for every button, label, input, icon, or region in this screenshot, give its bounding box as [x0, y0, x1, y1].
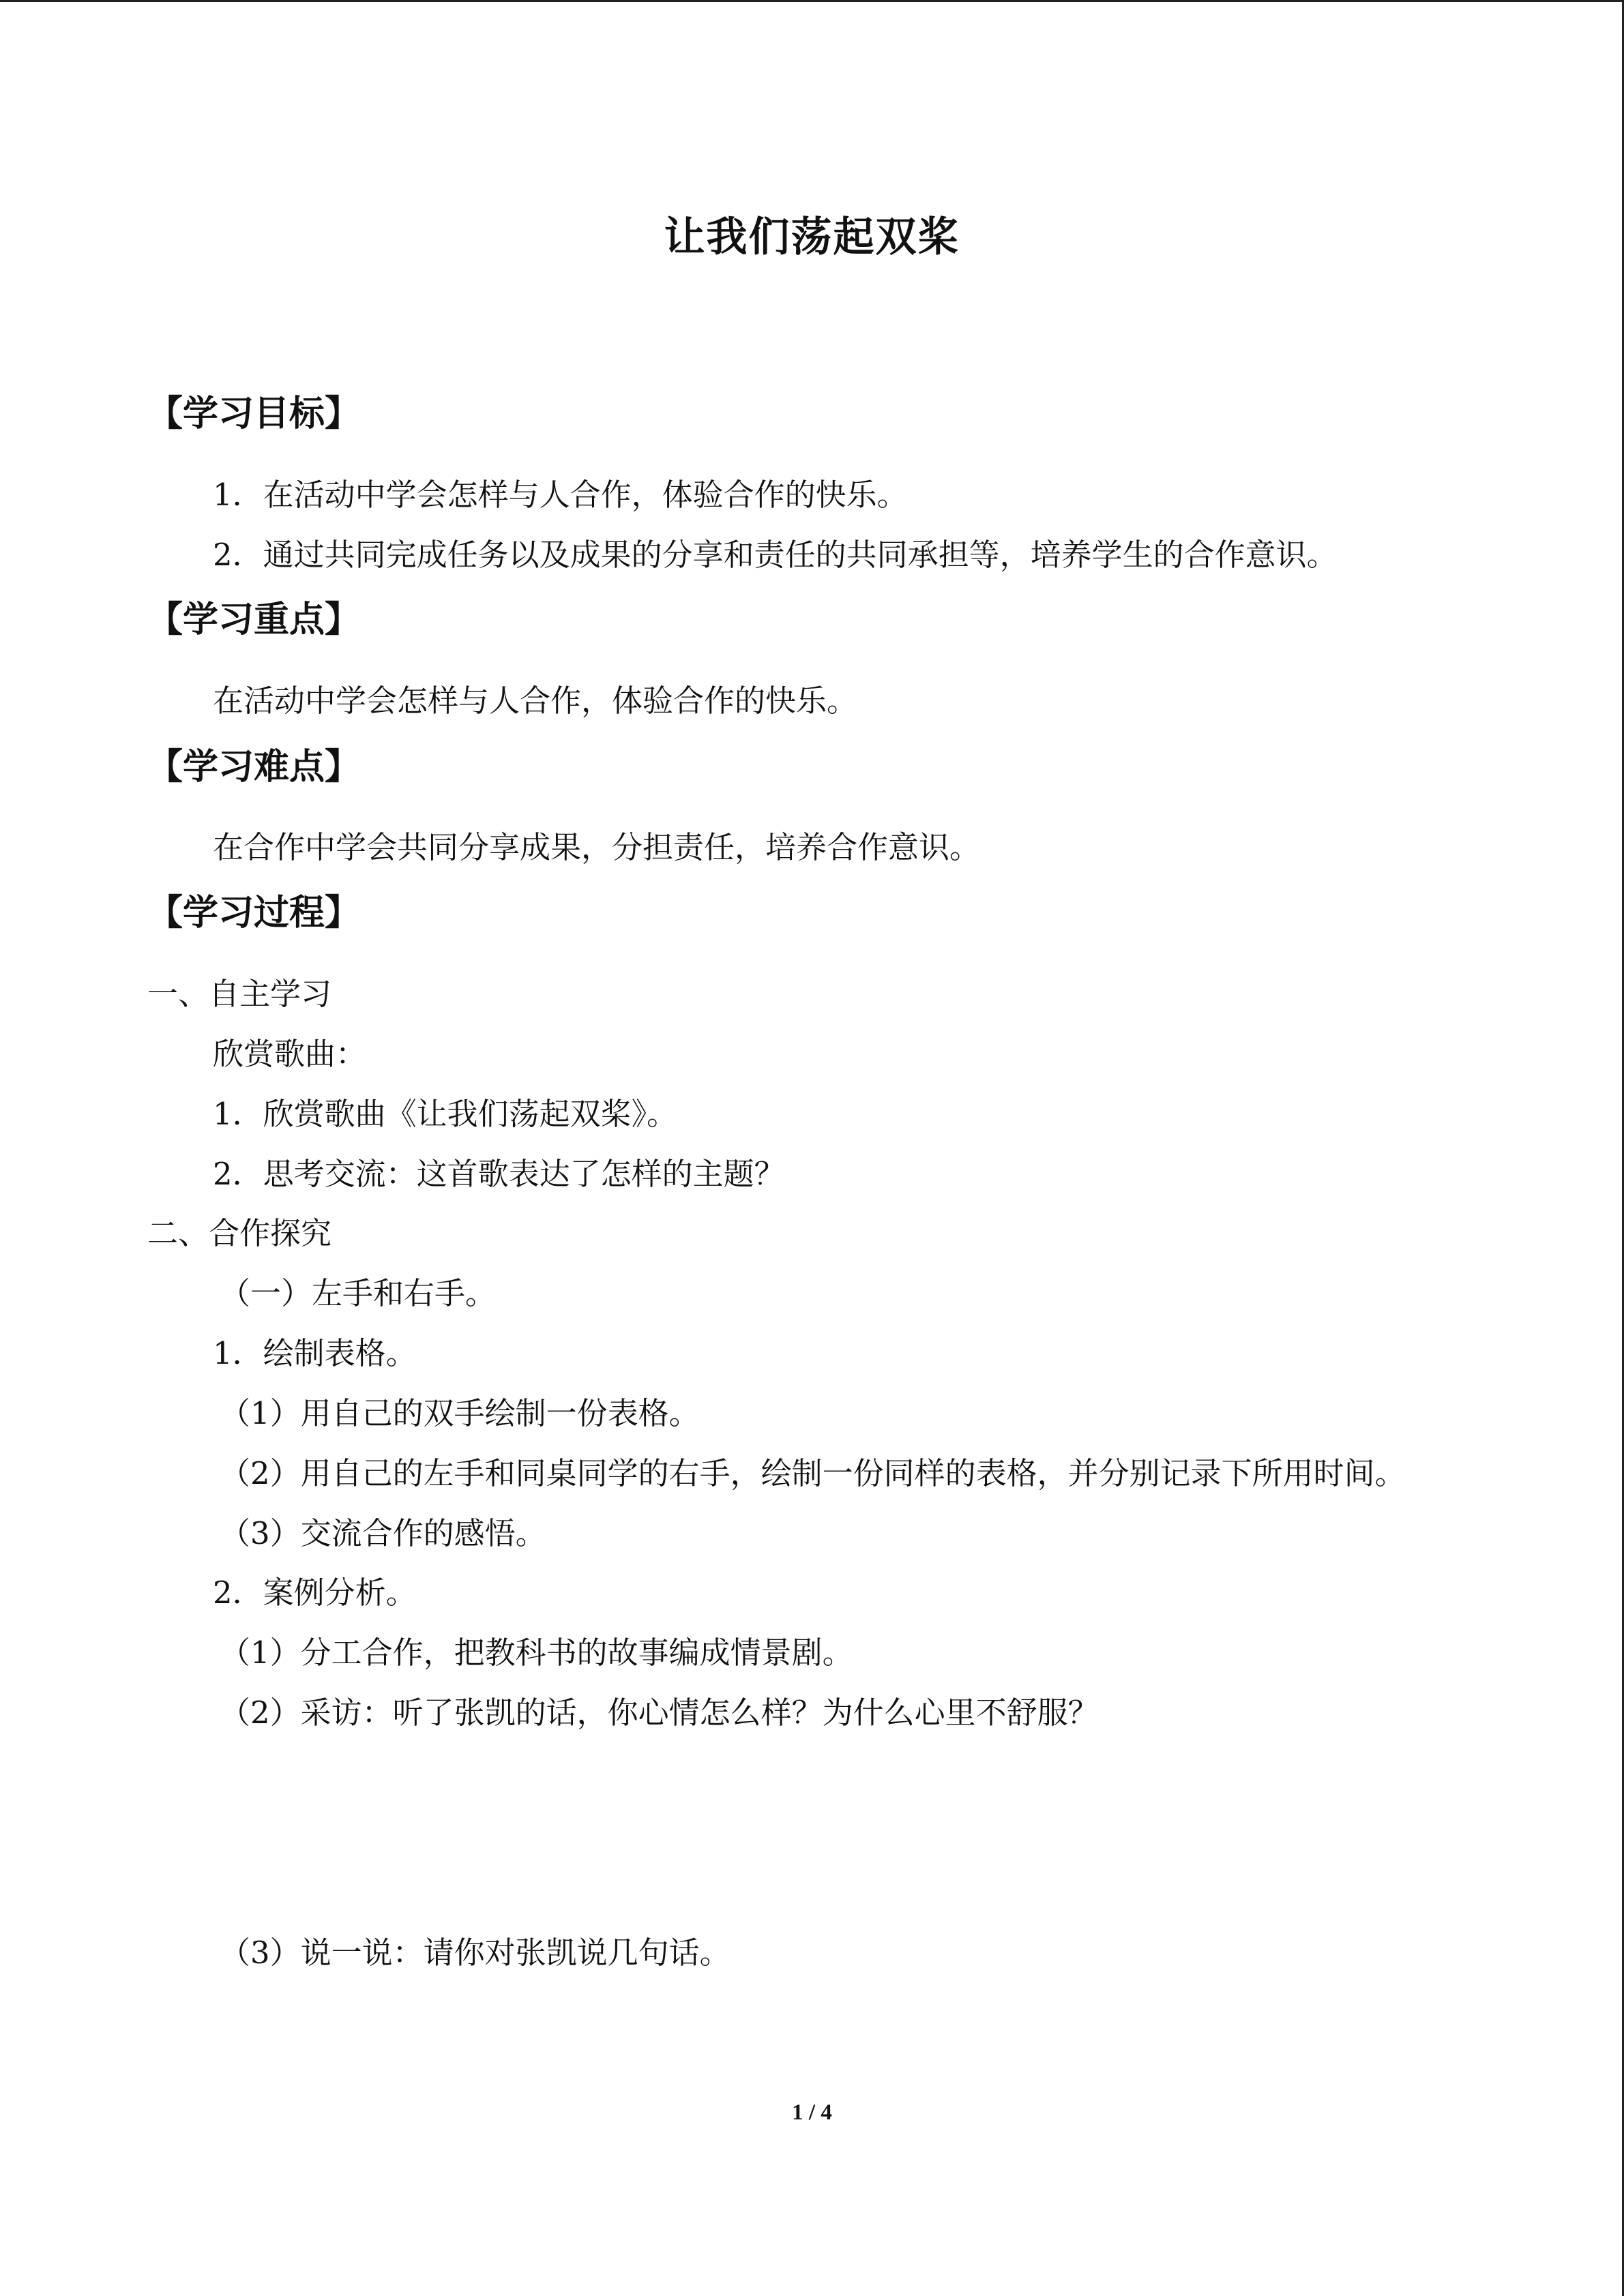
objective-item-1: 1．在活动中学会怎样与人合作，体验合作的快乐。: [213, 477, 908, 513]
page-number: 1 / 4: [792, 2100, 832, 2125]
step2-item-3: （3）说一说：请你对张凯说几句话。: [220, 1935, 730, 1971]
part2-title: 二、合作探究: [147, 1215, 332, 1251]
heading-difficulties: 【学习难点】: [147, 747, 361, 788]
difficulties-text: 在合作中学会共同分享成果，分担责任，培养合作意识。: [213, 829, 981, 865]
heading-key-points: 【学习重点】: [147, 599, 361, 640]
part2-step1: 1．绘制表格。: [213, 1335, 417, 1371]
step1-item-3: （3）交流合作的感悟。: [220, 1515, 546, 1551]
step1-item-2: （2）用自己的左手和同桌同学的右手，绘制一份同样的表格，并分别记录下所用时间。: [220, 1455, 1406, 1491]
part2-sub1: （一）左手和右手。: [220, 1275, 497, 1311]
step2-item-2: （2）采访：听了张凯的话，你心情怎么样？为什么心里不舒服？: [220, 1695, 1099, 1731]
page-border-top: [0, 0, 1624, 2]
part1-title: 一、自主学习: [147, 976, 332, 1012]
key-points-text: 在活动中学会怎样与人合作，体验合作的快乐。: [213, 683, 858, 719]
part2-step2: 2．案例分析。: [213, 1575, 417, 1611]
heading-objectives: 【学习目标】: [147, 393, 361, 434]
objective-item-2: 2．通过共同完成任务以及成果的分享和责任的共同承担等，培养学生的合作意识。: [213, 537, 1338, 573]
heading-process: 【学习过程】: [147, 893, 361, 934]
part1-item-2: 2．思考交流：这首歌表达了怎样的主题？: [213, 1156, 785, 1192]
part1-item-1: 1．欣赏歌曲《让我们荡起双桨》。: [213, 1096, 678, 1132]
part1-subtitle: 欣赏歌曲：: [213, 1036, 367, 1072]
step1-item-1: （1）用自己的双手绘制一份表格。: [220, 1395, 700, 1431]
step2-item-1: （1）分工合作，把教科书的故事编成情景剧。: [220, 1635, 853, 1671]
page-title: 让我们荡起双桨: [664, 213, 960, 261]
